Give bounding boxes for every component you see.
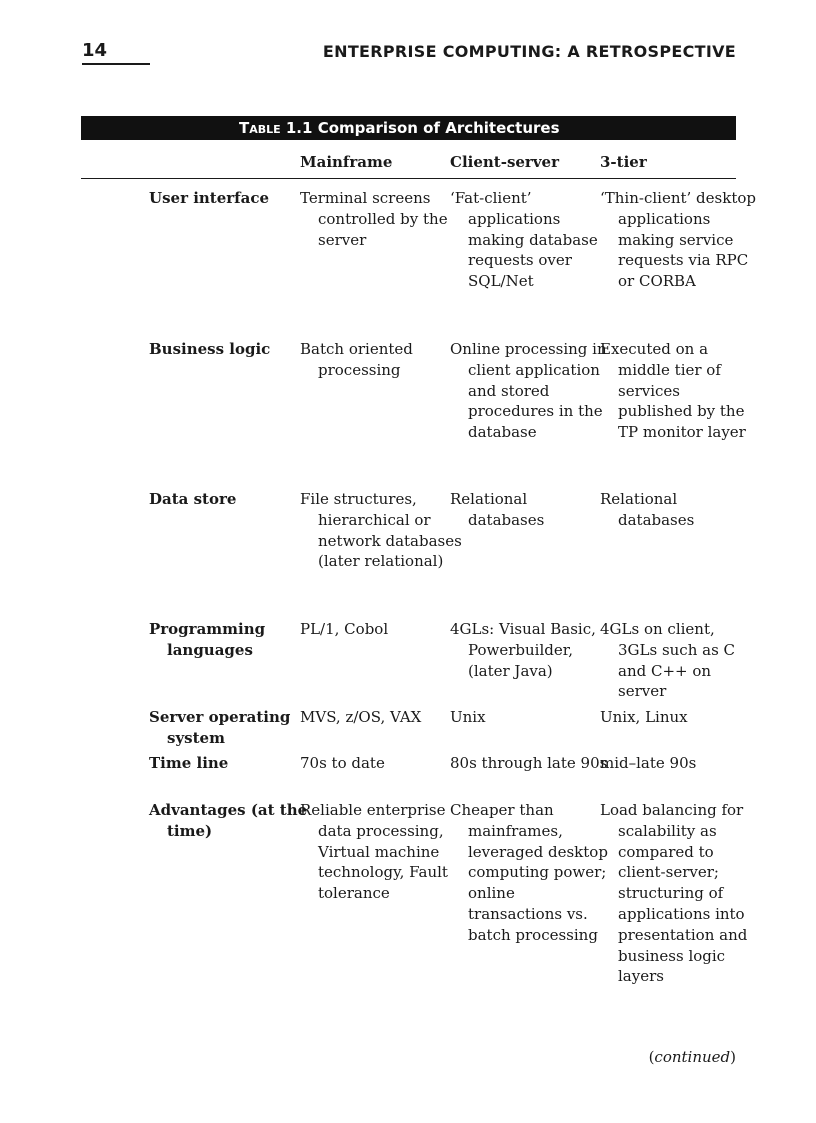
table-caption	[81, 116, 736, 140]
header-rule	[81, 178, 736, 179]
cell-mainframe: PL/1, Cobol	[300, 620, 389, 638]
row-label: Server operating system	[149, 708, 291, 747]
cell-3-tier: Unix, Linux	[600, 708, 688, 726]
running-head: ENTERPRISE COMPUTING: A RETROSPECTIVE	[322, 42, 736, 61]
row-label: User interface	[149, 189, 270, 207]
cell-client-server: Unix	[450, 708, 486, 726]
column-header-3-tier: 3-tier	[600, 153, 647, 171]
cell-mainframe: File structures, hierarchical or network databases (later relational)	[300, 490, 462, 571]
cell-mainframe: MVS, z/OS, VAX	[300, 708, 422, 726]
continued-note: (continued)	[648, 1048, 736, 1066]
table-caption-label: Table 1.1	[239, 119, 313, 137]
cell-3-tier: Load balancing for scalability as compared to client-server; structuring of applications into presentation and business logic layers	[600, 801, 748, 986]
continued-text: continued	[654, 1048, 731, 1066]
row-label: Time line	[149, 754, 229, 772]
cell-mainframe: Batch oriented processing	[300, 340, 413, 379]
cell-mainframe: 70s to date	[300, 754, 385, 772]
cell-mainframe: Terminal screens controlled by the server	[300, 189, 448, 249]
page-number: 14	[82, 40, 108, 61]
column-header-client-server: Client-server	[450, 153, 559, 171]
cell-client-server: Relational databases	[450, 490, 545, 529]
cell-client-server: Cheaper than mainframes, leveraged desktop computing power; online transactions vs. batch processing	[450, 801, 608, 944]
row-label: Business logic	[149, 340, 271, 358]
cell-mainframe: Reliable enterprise data processing, Virtual machine technology, Fault tolerance	[300, 801, 448, 903]
page-number-rule	[82, 63, 150, 65]
cell-client-server: Online processing in client application and stored procedures in the database	[450, 340, 607, 442]
table-caption-title: Comparison of Architectures	[317, 119, 560, 137]
cell-3-tier: Relational databases	[600, 490, 695, 529]
column-header-mainframe: Mainframe	[300, 153, 393, 171]
cell-3-tier: Executed on a middle tier of services published by the TP monitor layer	[600, 340, 746, 442]
cell-client-server: 80s through late 90s	[450, 754, 608, 772]
row-label: Data store	[149, 490, 237, 508]
row-label: Programming languages	[149, 620, 266, 659]
cell-client-server: ‘Fat-client’ applications making database requests over SQL/Net	[450, 189, 598, 291]
cell-3-tier: mid–late 90s	[600, 754, 697, 772]
cell-3-tier: 4GLs on client, 3GLs such as C and C++ on server	[600, 620, 736, 701]
cell-3-tier: ‘Thin-client’ desktop applications making service requests via RPC or CORBA	[600, 189, 756, 291]
row-label: Advantages (at the time)	[149, 801, 308, 840]
cell-client-server: 4GLs: Visual Basic, Powerbuilder, (later Java)	[450, 620, 596, 680]
